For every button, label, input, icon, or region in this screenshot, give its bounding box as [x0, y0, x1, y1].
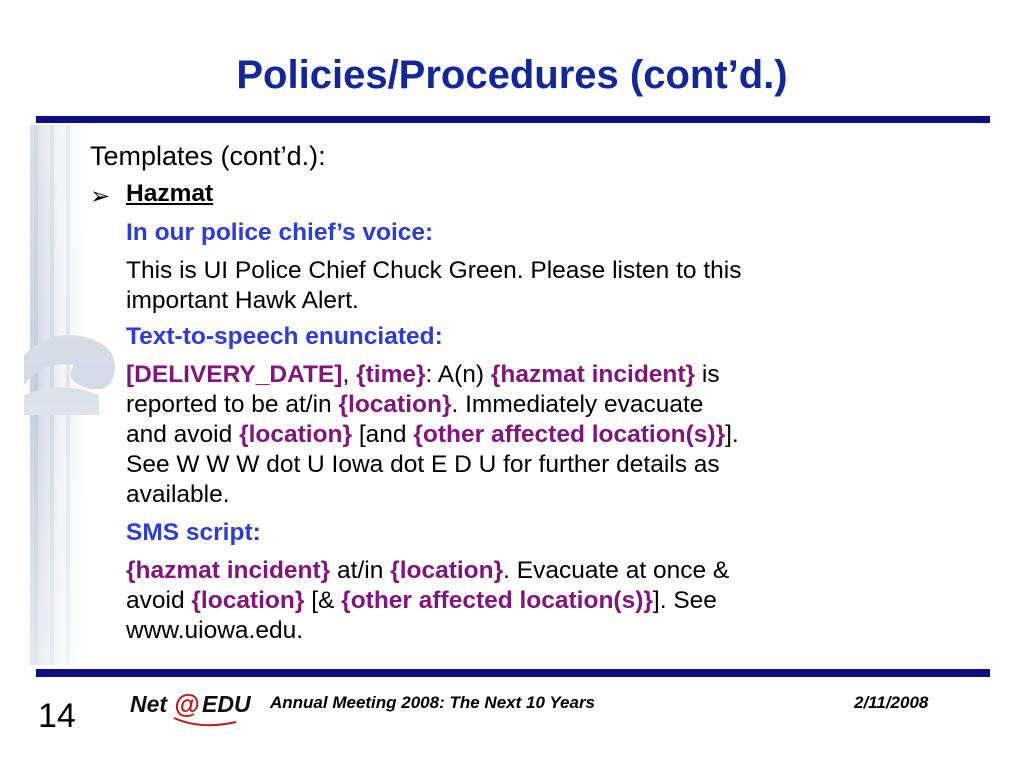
tts-heading: Text-to-speech enunciated:	[126, 323, 443, 350]
tts-line-2	[126, 390, 703, 420]
voice-text-line-1: This is UI Police Chief Chuck Green. Please listen to this	[126, 257, 742, 284]
location-var: {location}	[338, 391, 452, 418]
sms-line-2	[126, 586, 717, 616]
hazmat-incident-var: {hazmat incident}	[490, 361, 696, 388]
sms-see: ]. See	[652, 587, 717, 614]
tts-close: ].	[725, 421, 739, 448]
logo-at-text: @	[174, 689, 200, 719]
tts-colon-an: : A(n)	[425, 361, 491, 388]
tts-reported: reported to be at/in	[126, 391, 339, 418]
hazmat-label: Hazmat	[126, 180, 214, 207]
location-var: {location}	[239, 421, 353, 448]
net-edu-logo	[126, 684, 276, 730]
logo-edu-text: EDU	[202, 691, 251, 717]
footer-meeting-title: Annual Meeting 2008: The Next 10 Years	[270, 693, 596, 712]
tts-comma: ,	[342, 361, 357, 388]
sms-at-in: at/in	[330, 557, 391, 584]
arrow-bullet-icon: ➢	[90, 183, 111, 210]
voice-heading: In our police chief’s voice:	[126, 219, 434, 246]
slide-number: 14	[38, 697, 76, 735]
sms-line-3: www.uiowa.edu.	[126, 617, 304, 644]
tts-immediately: . Immediately evacuate	[451, 391, 704, 418]
tts-line-3	[126, 420, 739, 450]
tts-line-1	[126, 360, 720, 390]
sms-amp-open: [&	[304, 587, 342, 614]
delivery-date-var: [DELIVERY_DATE]	[126, 361, 343, 388]
footer-date: 2/11/2008	[854, 693, 929, 712]
slide-title: Policies/Procedures (cont’d.)	[236, 53, 788, 97]
other-affected-var: {other affected location(s)}	[413, 421, 726, 448]
location-var: {location}	[191, 587, 305, 614]
time-var: {time}	[356, 361, 426, 388]
tts-line-5: available.	[126, 481, 230, 508]
sms-line-1	[126, 556, 729, 586]
logo-net-text: Net	[130, 691, 168, 717]
footer-divider	[36, 669, 990, 677]
location-var: {location}	[390, 557, 504, 584]
tts-line-4: See W W W dot U Iowa dot E D U for further details as	[126, 451, 720, 478]
other-affected-var: {other affected location(s)}	[341, 587, 653, 614]
voice-text-line-2: important Hawk Alert.	[126, 287, 359, 314]
tts-and-open: [and	[352, 421, 414, 448]
sms-heading: SMS script:	[126, 519, 261, 546]
sms-evacuate: . Evacuate at once &	[503, 557, 730, 584]
tts-is: is	[695, 361, 720, 388]
templates-heading: Templates (cont’d.):	[90, 141, 326, 171]
hazmat-incident-var: {hazmat incident}	[126, 557, 331, 584]
tts-and-avoid: and avoid	[126, 421, 240, 448]
sms-avoid: avoid	[126, 587, 192, 614]
